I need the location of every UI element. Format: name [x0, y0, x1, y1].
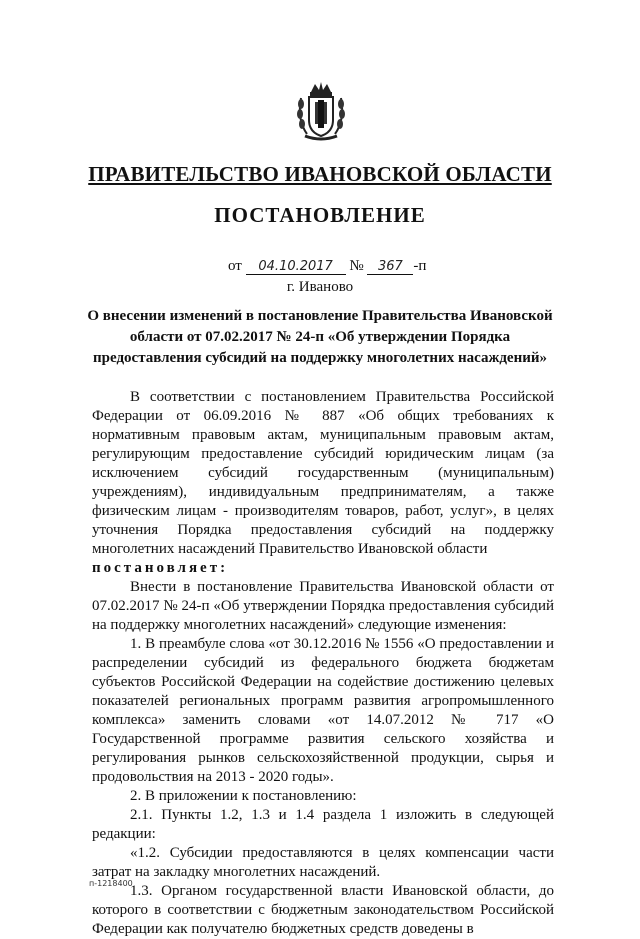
date-line [228, 258, 426, 275]
number-suffix: -п [413, 258, 427, 274]
decree-word: постановляет: [92, 560, 229, 576]
paragraph-1: 1. В преамбуле слова «от 30.12.2016 № 1556 «О предоставлении и распределении субсидий из федерального бюджета бюджетам субъектов Российской Федерации на содействие достижению целевых показателей региональных программ развития агропромышленного комплекса» заменить словами «от 14.07.2012 № 717 «О Государственной программе развития сельского хозяйства и регулирования рынков сельскохозяйственной продукции, сырья и продовольствия на 2013 - 2020 годы». [92, 636, 554, 785]
paragraph-1-2: «1.2. Субсидии предоставляются в целях компенсации части затрат на закладку многолетних насаждений. [92, 845, 554, 880]
date-value: 04.10.2017 [246, 259, 346, 275]
coat-of-arms-icon [293, 80, 349, 142]
footer-code: п-1218400 [89, 879, 133, 888]
paragraph-2-1: 2.1. Пункты 1.2, 1.3 и 1.4 раздела 1 изложить в следующей редакции: [92, 807, 554, 842]
preamble-paragraph: В соответствии с постановлением Правительства Российской Федерации от 06.09.2016 № 887 «Об общих требованиях к нормативным правовым актам, муниципальным правовым актам, регулирующим предоставление субсидий юридическим лицам (за исключением субсидий государственным (муниципальным) учреждениям), индивидуальным предпринимателям, а также физическим лицам - производителям товаров, работ, услуг», в целях уточнения Порядка предоставления субсидий на поддержку многолетних насаждений Правительство Ивановской области постановляет: [92, 389, 554, 576]
city: г. Иваново [286, 279, 354, 295]
number-label: № [349, 258, 364, 274]
paragraph-1-3: 1.3. Органом государственной власти Ивановской области, до которого в соответствии с бюджетным законодательством Российской Федерации как получателю бюджетных средств доведены в [92, 883, 554, 937]
document-body [92, 388, 554, 939]
paragraph-2: 2. В приложении к постановлению: [130, 788, 357, 804]
document-subject: О внесении изменений в постановление Правительства Ивановской области от 07.02.2017 № 24-п «Об утверждении Порядка предоставления субсидий на поддержку многолетних насаждений» [87, 308, 553, 366]
government-title: ПРАВИТЕЛЬСТВО ИВАНОВСКОЙ ОБЛАСТИ [88, 162, 552, 186]
number-value: 367 [367, 259, 413, 275]
document-type: ПОСТАНОВЛЕНИЕ [214, 203, 426, 227]
date-from-label: от [228, 258, 242, 274]
intro-paragraph: Внести в постановление Правительства Ивановской области от 07.02.2017 № 24-п «Об утверждении Порядка предоставления субсидий на поддержку многолетних насаждений» следующие изменения: [92, 579, 554, 633]
